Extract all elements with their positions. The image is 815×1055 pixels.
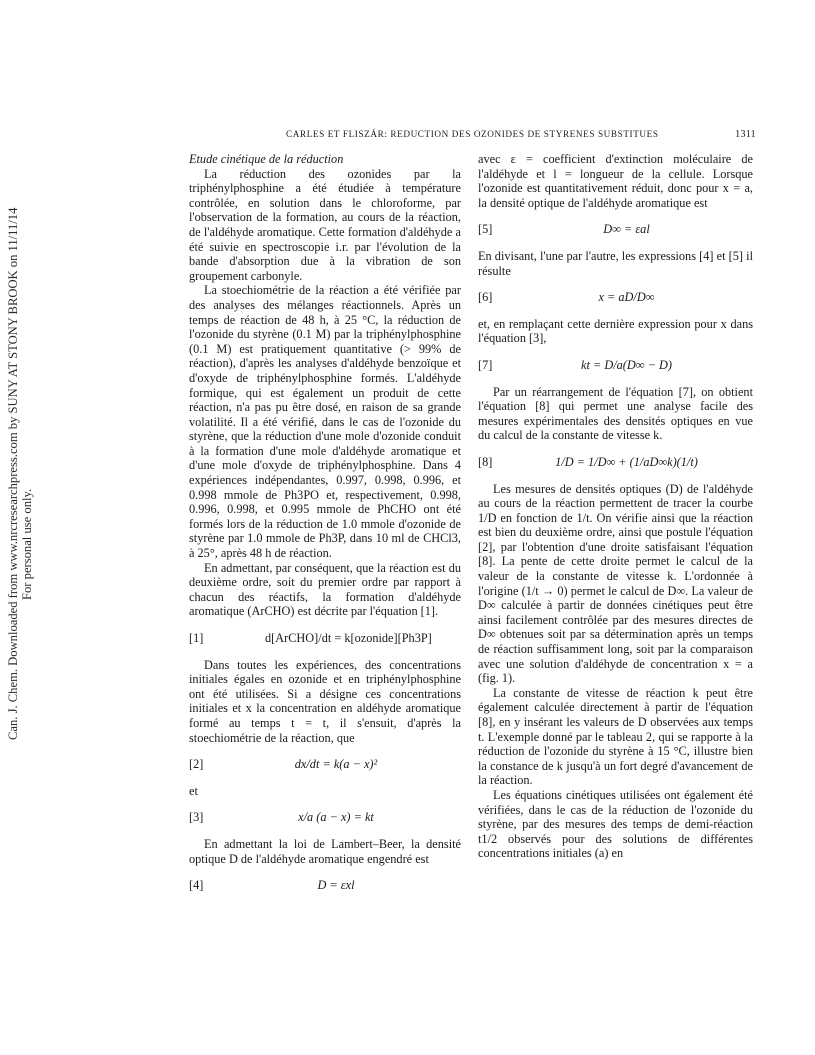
paragraph: En admettant, par conséquent, que la réaction est du deuxième ordre, soit du premier ordre par rapport à chacun des réactifs, la formation d'aldéhyde aromatique (ArCHO) est décrite par l'équation [1]. bbox=[189, 560, 461, 619]
paragraph: En divisant, l'une par l'autre, les expressions [4] et [5] il résulte bbox=[478, 248, 753, 278]
equation-number: [6] bbox=[478, 290, 493, 305]
equation-5 bbox=[478, 222, 753, 237]
equation-body: kt = D/a(D∞ − D) bbox=[581, 357, 672, 372]
equation-body: D = εxl bbox=[317, 878, 355, 893]
paragraph: Dans toutes les expériences, des concentrations initiales égales en ozonide et en triphénylphosphine ont été utilisées. Si a désigne ces concentrations initiales et x la concentration en aldéhyde aromatique formé au temps t = t, il s'ensuit, d'après la stoechiométrie de la réaction, que bbox=[189, 657, 461, 745]
left-column bbox=[189, 152, 461, 905]
paragraph: Par un réarrangement de l'équation [7], on obtient l'équation [8] qui permet une analyse facile des mesures expérimentales des densités optiques en vue du calcul de la constante de vitesse k. bbox=[478, 384, 753, 443]
equation-6 bbox=[478, 290, 753, 305]
equation-7 bbox=[478, 358, 753, 373]
download-notice bbox=[0, 200, 62, 840]
equation-2 bbox=[189, 757, 461, 772]
equation-body: D∞ = εal bbox=[603, 222, 650, 237]
section-title: Etude cinétique de la réduction bbox=[189, 152, 344, 166]
equation-8 bbox=[478, 455, 753, 470]
equation-body: 1/D = 1/D∞ + (1/aD∞k)(1/t) bbox=[555, 454, 698, 469]
equation-number: [7] bbox=[478, 357, 493, 372]
equation-4 bbox=[189, 878, 461, 893]
equation-3 bbox=[189, 810, 461, 825]
equation-1 bbox=[189, 631, 461, 646]
paragraph: En admettant la loi de Lambert–Beer, la densité optique D de l'aldéhyde aromatique engendré est bbox=[189, 836, 461, 866]
paragraph: La constante de vitesse de réaction k peut être également calculée directement à partir de l'équation [8], en y insérant les valeurs de D observées aux temps t. L'exemple donné par le tableau 2, qui se rapporte à la réduction de l'ozonide du styrène à 15 °C, illustre bien la constance de k jusqu'à un fort degré d'avancement de la réaction. bbox=[478, 685, 753, 788]
equation-body: x = aD/D∞ bbox=[598, 290, 655, 305]
running-head-title: CARLES ET FLISZÁR: REDUCTION DES OZONIDES DE STYRENES SUBSTITUES bbox=[286, 129, 659, 139]
paragraph: Les équations cinétiques utilisées ont également été vérifiées, dans le cas de la réduction de l'ozonide du styrène, par des mesures des temps de demi-réaction t1/2 observés pour des solutions de différentes concentrations initiales (a) en bbox=[478, 787, 753, 861]
page-number: 1311 bbox=[735, 129, 756, 140]
equation-number: [5] bbox=[478, 222, 493, 237]
running-head bbox=[286, 129, 756, 143]
download-notice-line: Can. J. Chem. Downloaded from www.nrcresearchpress.com by SUNY AT STONY BROOK on 11/11/14 bbox=[6, 207, 20, 740]
paragraph: Les mesures de densités optiques (D) de l'aldéhyde au cours de la réaction permettent de tracer la courbe 1/D en fonction de 1/t. On vérifie ainsi que la réaction est bien du deuxième ordre, ainsi que postule l'équation [2], par l'obtention d'une droite satisfaisant l'équation [8]. La pente de cette droite permet le calcul de la valeur de la constante de vitesse k. L'ordonnée à l'origine (1/t → 0) permet le calcul de D∞. La valeur de D∞ calculée à partir de données cinétiques peut être ainsi facilement contrôlée par des mesures directes de D∞ obtenues soit par sa détermination après un temps de réaction suffisamment long, soit par la comparaison avec une solution d'aldéhyde de concentration x = a (fig. 1). bbox=[478, 481, 753, 686]
paragraph: et, en remplaçant cette dernière expression pour x dans l'équation [3], bbox=[478, 316, 753, 346]
right-column bbox=[478, 152, 753, 861]
equation-body: dx/dt = k(a − x)² bbox=[294, 757, 378, 772]
conjunction: et bbox=[189, 783, 198, 798]
equation-body: x/a (a − x) = kt bbox=[298, 810, 374, 825]
equation-number: [3] bbox=[189, 810, 204, 825]
paragraph: La réduction des ozonides par la triphénylphosphine a été étudiée à température contrôlée, en solution dans le chloroforme, par l'observation de la formation, au cours de la réaction, de l'aldéhyde aromatique. Cette formation d'aldéhyde a été suivie en spectroscopie i.r. par l'évolution de la bande d'absorption due à la vibration de son groupement carbonyle. bbox=[189, 166, 461, 283]
equation-number: [4] bbox=[189, 878, 204, 893]
personal-use-notice: For personal use only. bbox=[20, 488, 34, 600]
paragraph: avec ε = coefficient d'extinction moléculaire de l'aldéhyde et l = longueur de la cellule. Lorsque l'ozonide est quantitativement réduit, donc pour x = a, la densité optique de l'aldéhyde aromatique est bbox=[478, 152, 753, 210]
equation-body: d[ArCHO]/dt = k[ozonide][Ph3P] bbox=[265, 631, 432, 645]
equation-number: [1] bbox=[189, 631, 204, 645]
paragraph: La stoechiométrie de la réaction a été vérifiée par des analyses des mélanges réactionnels. Après un temps de réaction de 48 h, à 25 °C, la réduction de l'ozonide du styrène (0.1 M) par la triphénylphosphine (0.1 M) est pratiquement quantitative (> 99% de réaction), d'après les analyses d'aldéhyde benzoïque et d'oxyde de triphénylphosphine formés. L'aldéhyde formique, qui est également un produit de cette réaction, n'a pas pu être dosé, en raison de sa grande volatilité. Il a été vérifié, dans le cas de l'ozonide du styrène, que la réduction d'une mole d'ozonide conduit à la formation d'une mole d'aldéhyde aromatique et d'une mole d'oxyde de triphénylphosphine. Dans 4 expériences indépendantes, 0.997, 0.998, 0.996, et 0.998 mmole de Ph3PO et, respectivement, 0.998, 0.996, 0.998, et 0.995 mmole de PhCHO ont été formés lors de la réduction de 1.0 mmole d'ozonide de styrène par 1.0 mmole de Ph3P, dans 10 ml de CHCl3, à 25°, après 48 h de réaction. bbox=[189, 283, 461, 561]
equation-number: [2] bbox=[189, 757, 204, 772]
equation-number: [8] bbox=[478, 454, 493, 469]
